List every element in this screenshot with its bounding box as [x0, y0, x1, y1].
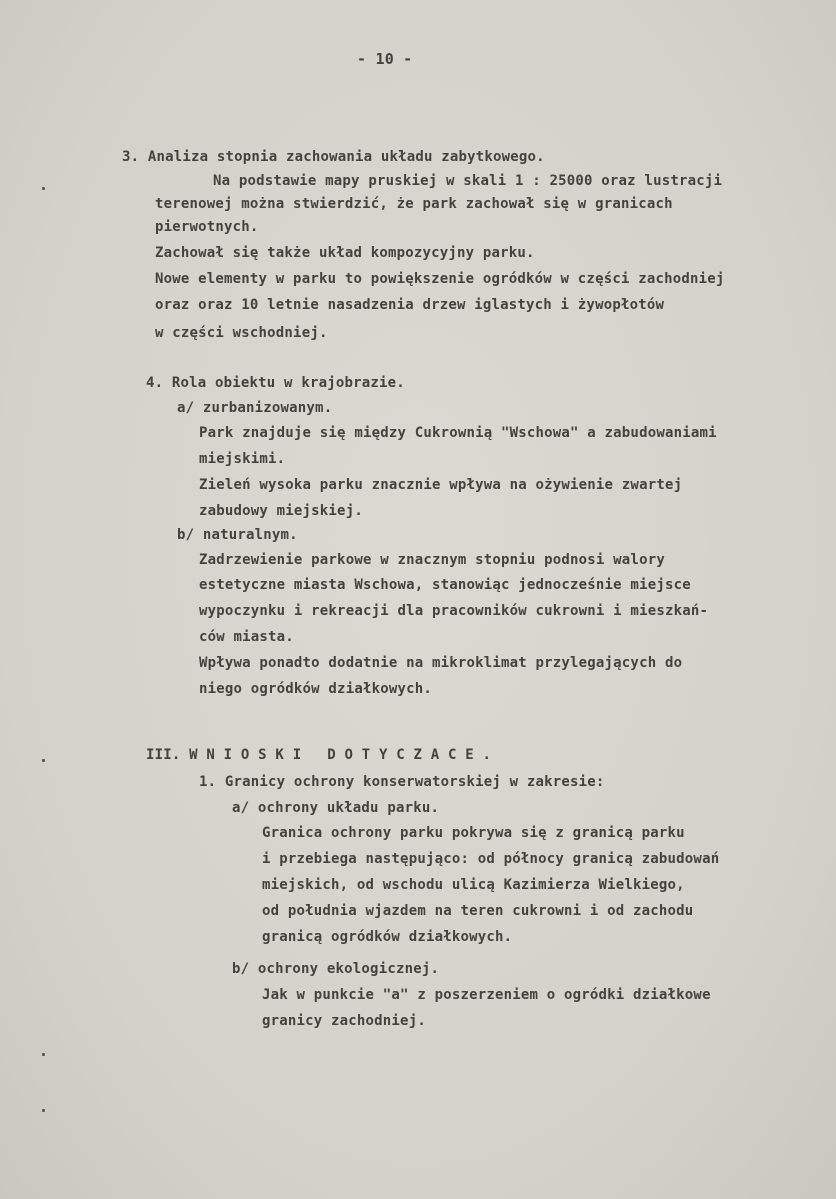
subsection-label: a/ ochrony układu parku.	[232, 800, 440, 816]
subsection-label: b/ naturalnym.	[177, 527, 298, 543]
paragraph-line: Zadrzewienie parkowe w znacznym stopniu podnosi walory	[199, 552, 665, 568]
paragraph-line: zabudowy miejskiej.	[199, 503, 363, 519]
subsection-label: b/ ochrony ekologicznej.	[232, 961, 440, 977]
scan-mark	[42, 1053, 45, 1056]
paragraph-line: granicą ogródków działkowych.	[262, 929, 513, 945]
paragraph-line: oraz oraz 10 letnie nasadzenia drzew iglastych i żywopłotów	[155, 297, 665, 313]
paragraph-line: Zieleń wysoka parku znacznie wpływa na ożywienie zwartej	[199, 477, 683, 493]
scan-mark	[42, 759, 45, 762]
paragraph-line: i przebiega następująco: od północy granicą zabudowań	[262, 851, 720, 867]
paragraph-line: miejskich, od wschodu ulicą Kazimierza Wielkiego,	[262, 877, 685, 893]
paragraph-line: wypoczynku i rekreacji dla pracowników cukrowni i mieszkań-	[199, 603, 709, 619]
list-item: 1. Granicy ochrony konserwatorskiej w zakresie:	[199, 774, 605, 790]
paragraph-line: miejskimi.	[199, 451, 286, 467]
paragraph-line: Zachował się także układ kompozycyjny parku.	[155, 245, 535, 261]
paragraph-line: Nowe elementy w parku to powiększenie ogródków w części zachodniej	[155, 271, 725, 287]
scan-mark	[42, 1109, 45, 1112]
scan-mark	[42, 187, 45, 190]
paragraph-line: Wpływa ponadto dodatnie na mikroklimat przylegających do	[199, 655, 683, 671]
paragraph-line: Jak w punkcie "a" z poszerzeniem o ogródki działkowe	[262, 987, 711, 1003]
paragraph-line: ców miasta.	[199, 629, 294, 645]
paragraph-line: granicy zachodniej.	[262, 1013, 426, 1029]
section-3-heading: 3. Analiza stopnia zachowania układu zabytkowego.	[122, 149, 545, 165]
paragraph-line: w części wschodniej.	[155, 325, 328, 341]
paragraph-line: Granica ochrony parku pokrywa się z granicą parku	[262, 825, 685, 841]
subsection-label: a/ zurbanizowanym.	[177, 400, 333, 416]
page-number: - 10 -	[357, 50, 413, 68]
paragraph-line: estetyczne miasta Wschowa, stanowiąc jednocześnie miejsce	[199, 577, 691, 593]
paragraph-line: niego ogródków działkowych.	[199, 681, 432, 697]
paragraph-line: Park znajduje się między Cukrownią "Wschowa" a zabudowaniami	[199, 425, 717, 441]
paragraph-line: terenowej można stwierdzić, że park zachował się w granicach	[155, 196, 673, 212]
paragraph-line: Na podstawie mapy pruskiej w skali 1 : 25000 oraz lustracji	[213, 173, 723, 189]
paragraph-line: pierwotnych.	[155, 219, 259, 235]
section-4-heading: 4. Rola obiektu w krajobrazie.	[146, 375, 405, 391]
section-iii-heading: III. W N I O S K I D O T Y C Z A C E .	[146, 747, 492, 763]
paragraph-line: od południa wjazdem na teren cukrowni i od zachodu	[262, 903, 694, 919]
